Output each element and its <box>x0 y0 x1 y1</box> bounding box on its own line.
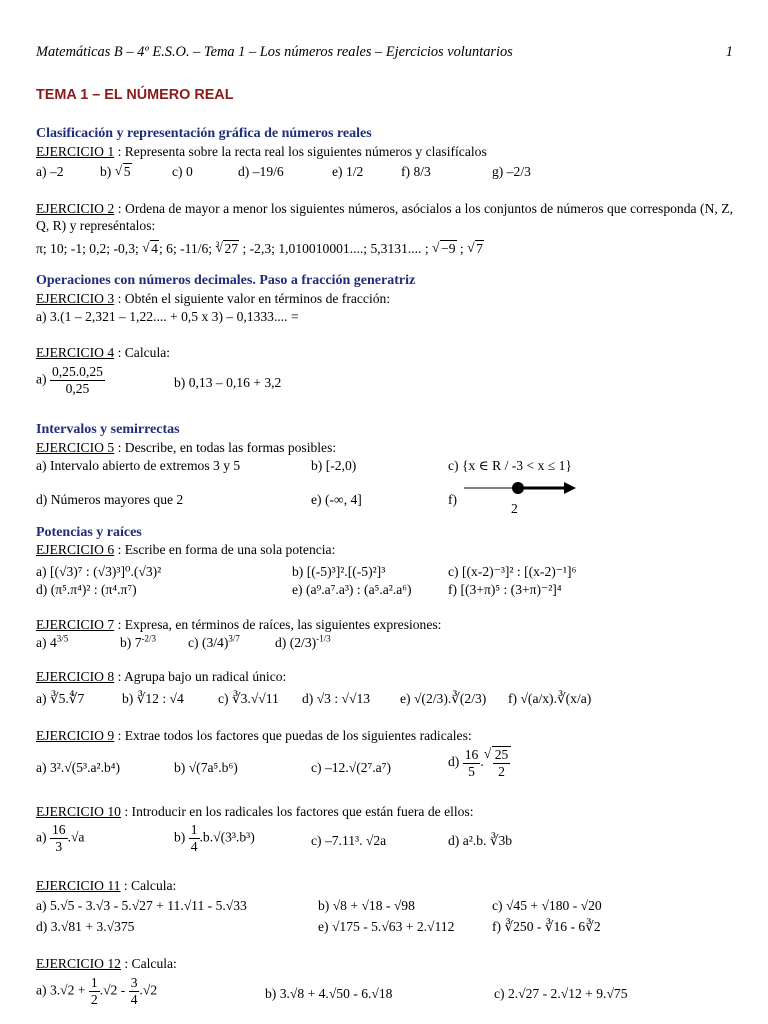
ex1-item-b <box>100 163 132 180</box>
ex9-statement: EJERCICIO 9 : Extrae todos los factores que puedas de los siguientes radicales: <box>36 728 472 743</box>
ex8-item-b: b) ∛12 : √4 <box>122 691 184 706</box>
ex7-item-b: b) $7^{-2/3}$ <box>120 633 157 650</box>
ex8-item-d: d) √3 : √√13 <box>302 691 371 706</box>
section-heading-3: Intervalos y semirrectas <box>36 422 180 437</box>
ex2-label: EJERCICIO 2 <box>36 201 115 216</box>
ex8-item-c: c) ∛3.√√11 <box>218 691 279 706</box>
ex8-item-a: a) ∛5.∜7 <box>36 691 85 706</box>
ex1-item-b-label: b) <box>100 164 115 179</box>
ex8-item-e: e) √(2/3).∛(2/3) <box>400 691 487 706</box>
ex6-item-c: c) [(x-2)⁻³]² : [(x-2)⁻¹]⁶ <box>448 564 577 579</box>
ex1-item-e: e) 1/2 <box>332 164 364 179</box>
ex5-item-b: b) [-2,0) <box>311 458 357 473</box>
ex6-item-b: b) [(-5)³]².[(-5)²]³ <box>292 564 386 579</box>
ex1-item-d: d) –19/6 <box>238 164 284 179</box>
ex1-item-f: f) 8/3 <box>401 164 431 179</box>
number-line-ray <box>460 478 580 498</box>
ex7-statement: EJERCICIO 7 : Expresa, en términos de raíces, las siguientes expresiones: <box>36 617 442 632</box>
ex1-item-g: g) –2/3 <box>492 164 531 179</box>
ex12-item-c: c) 2.√27 - 2.√12 + 9.√75 <box>494 986 628 1001</box>
ex6-item-a: a) [(√3)⁷ : (√3)³]⁰.(√3)² <box>36 564 162 579</box>
ex5-item-a: a) Intervalo abierto de extremos 3 y 5 <box>36 458 241 473</box>
ex8-statement: EJERCICIO 8 : Agrupa bajo un radical único: <box>36 669 287 684</box>
ex10-item-c: c) –7.11³. √2a <box>311 833 387 848</box>
ex1-item-a: a) –2 <box>36 164 64 179</box>
ex9-item-b: b) √(7a⁵.b⁶) <box>174 760 238 775</box>
ex5-item-c: c) {x ∈ R / -3 < x ≤ 1} <box>448 458 572 473</box>
ex3-item-a: a) 3.(1 – 2,321 – 1,22.... + 0,5 x 3) – 0,1333.... = <box>36 309 299 324</box>
ex12-statement: EJERCICIO 12 : Calcula: <box>36 956 177 971</box>
ex7-item-d: d) $(2/3)^{-1/3}$ <box>275 633 331 650</box>
ex11-statement: EJERCICIO 11 : Calcula: <box>36 878 177 893</box>
ex6-item-f: f) [(3+π)⁵ : (3+π)⁻²]⁴ <box>448 582 562 597</box>
ex11-item-d: d) 3.√81 + 3.√375 <box>36 919 135 934</box>
page-title: TEMA 1 – EL NÚMERO REAL <box>36 87 234 103</box>
sqrt-fraction: √ $\frac{25}{2}$ <box>484 746 512 780</box>
section-heading-4: Potencias y raíces <box>36 525 142 540</box>
sqrt-5: √ 5 <box>115 163 132 180</box>
ex10-item-a: a) $\frac{16}{3}$ .√a <box>36 822 85 854</box>
ex11-item-b: b) √8 + √18 - √98 <box>318 898 415 913</box>
ex12-item-b: b) 3.√8 + 4.√50 - 6.√18 <box>265 986 393 1001</box>
ex2-text: : Ordena de mayor a menor los siguientes números, asócialos a los conjuntos de números que corresponda (N, Z, Q, R) y represéntalos: <box>36 201 733 233</box>
ex1-statement <box>36 143 487 160</box>
section-heading-2: Operaciones con números decimales. Paso a fracción generatriz <box>36 273 416 288</box>
ex4-fraction: $\frac{0,25.0,25}{0,25}$ <box>51 364 103 396</box>
page-header <box>36 44 733 61</box>
ex10-statement: EJERCICIO 10 : Introducir en los radicales los factores que están fuera de ellos: <box>36 804 474 819</box>
ex2-number-list: π; 10; -1; 0,2; -0,3; √ 4; 6; -11/6; $^3$√ 27 ; -2,3; 1,010010001....; 5,3131.... ; √ −9 ; √ 7 <box>36 236 484 257</box>
header-text: Matemáticas B – 4º E.S.O. – Tema 1 – Los números reales – Ejercicios voluntarios <box>36 44 513 60</box>
ex11-item-c: c) √45 + √180 - √20 <box>492 898 602 913</box>
ex6-item-e: e) (a⁹.a⁷.a³) : (a⁵.a².a⁶) <box>292 582 412 597</box>
ex1-text: : Representa sobre la recta real los siguientes números y clasifícalos <box>114 144 487 159</box>
ex1-label: EJERCICIO 1 <box>36 144 115 159</box>
section-heading-1: Clasificación y representación gráfica de números reales <box>36 126 372 141</box>
ex4-statement: EJERCICIO 4 : Calcula: <box>36 345 171 360</box>
closed-point-icon <box>512 482 524 494</box>
ex5-item-e: e) (-∞, 4] <box>311 492 362 507</box>
ex12-item-a: a) 3.√2 + $\frac{1}{2}$ .√2 - $\frac{3}{4}$ .√2 <box>36 975 158 1007</box>
ex6-statement: EJERCICIO 6 : Escribe en forma de una sola potencia: <box>36 542 336 557</box>
ex9-item-a: a) 3².√(5³.a².b⁴) <box>36 760 121 775</box>
ex5-statement: EJERCICIO 5 : Describe, en todas las formas posibles: <box>36 440 337 455</box>
ex10-item-b: b) $\frac{1}{4}$ .b.√(3³.b³) <box>174 822 255 854</box>
ex4-item-b: b) 0,13 – 0,16 + 3,2 <box>174 375 282 390</box>
ex5-item-f: f) <box>448 492 458 507</box>
ex7-item-a: a) $4^{3/5}$ <box>36 633 69 650</box>
arrow-head-icon <box>564 482 576 494</box>
ex10-item-d: d) a².b. ∛3b <box>448 833 513 848</box>
ex8-item-f: f) √(a/x).∛(x/a) <box>508 691 592 706</box>
ex11-item-a: a) 5.√5 - 3.√3 - 5.√27 + 11.√11 - 5.√33 <box>36 898 247 913</box>
ex11-item-e: e) √175 - 5.√63 + 2.√112 <box>318 919 455 934</box>
ex9-item-d: d) $\frac{16}{5}$ . √ $\frac{25}{2}$ <box>448 746 511 780</box>
ex7-item-c: c) $(3/4)^{3/7}$ <box>188 633 240 650</box>
ex3-statement: EJERCICIO 3 : Obtén el siguiente valor en términos de fracción: <box>36 291 391 306</box>
ex9-item-c: c) –12.√(2⁷.a⁷) <box>311 760 391 775</box>
ex11-item-f: f) ∛250 - ∛16 - 6∛2 <box>492 919 601 934</box>
number-line-label: 2 <box>511 501 518 516</box>
ex4-item-a: a) $\frac{0,25.0,25}{0,25}$ <box>36 364 103 396</box>
ex2-statement <box>36 200 733 234</box>
page-number: 1 <box>725 44 733 60</box>
ex5-item-d: d) Números mayores que 2 <box>36 492 184 507</box>
ex1-item-c: c) 0 <box>172 164 193 179</box>
ex6-item-d: d) (π⁵.π⁴)² : (π⁴.π⁷) <box>36 582 137 597</box>
